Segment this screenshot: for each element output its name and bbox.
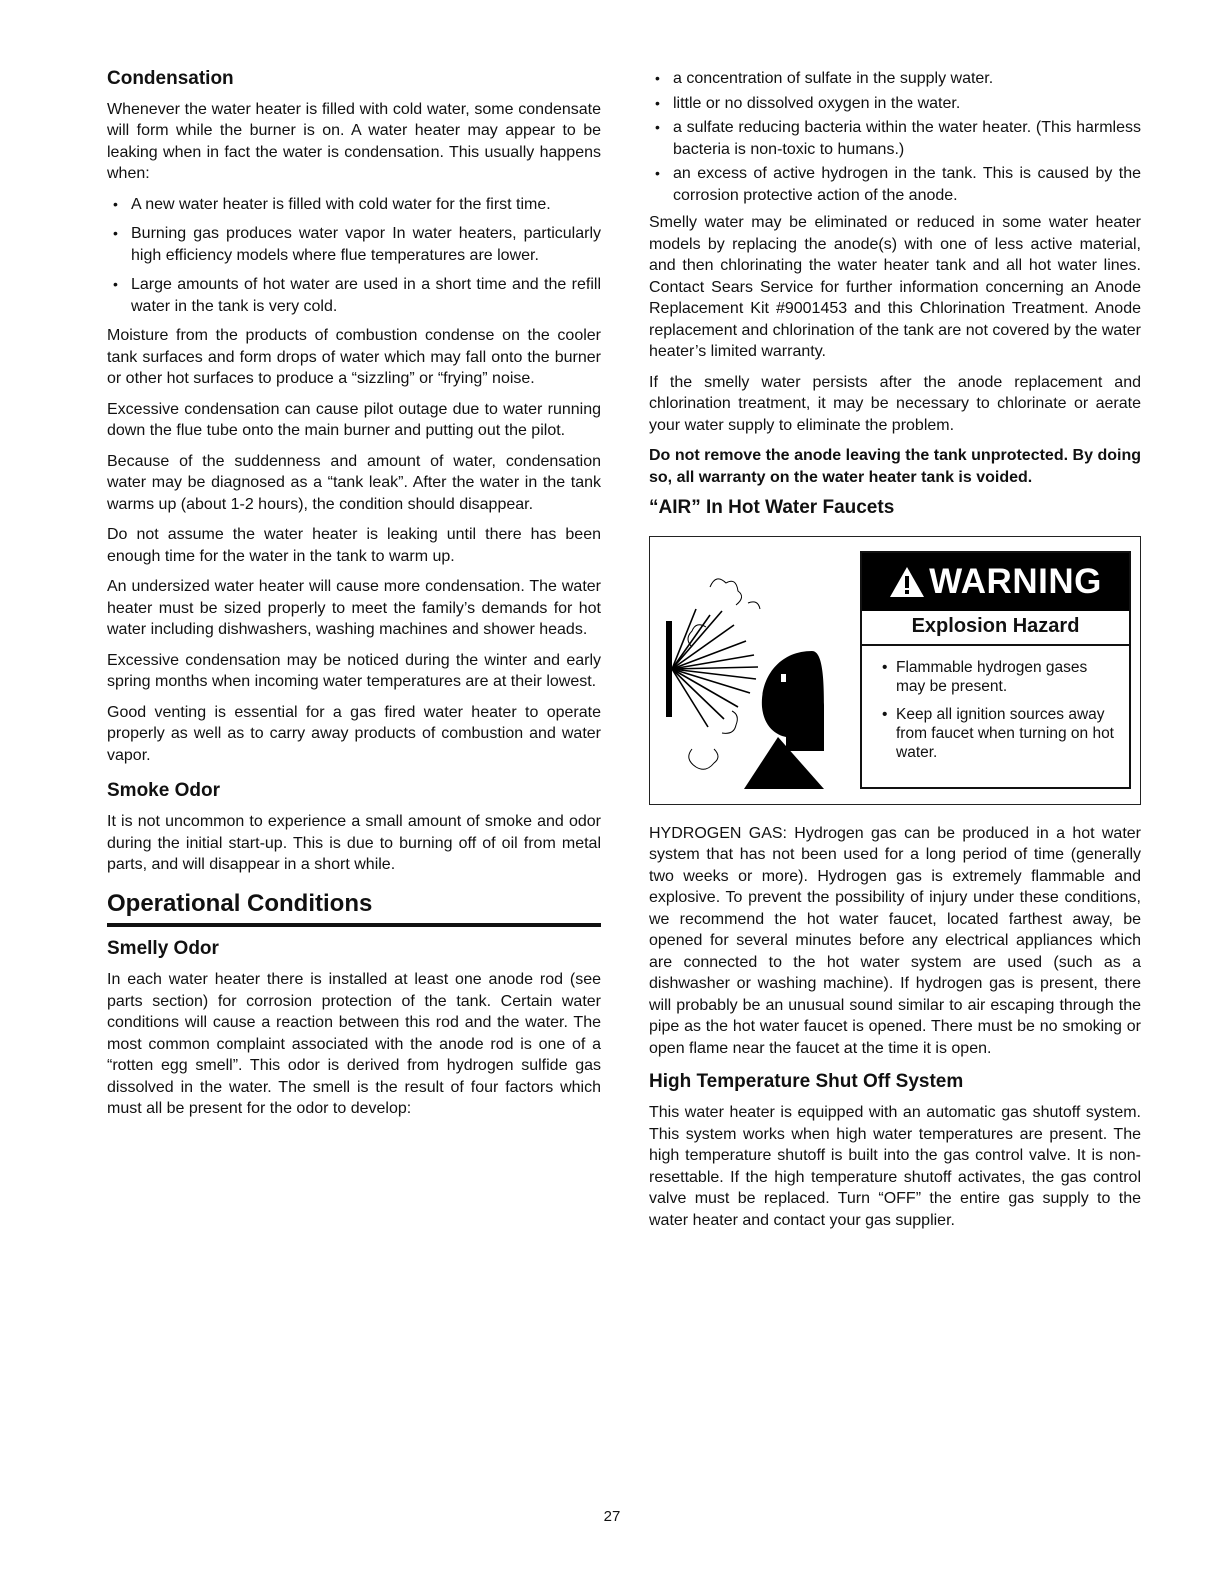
list-item: • A new water heater is filled with cold water for the first time. (107, 194, 601, 216)
warning-box (649, 536, 1141, 805)
wall-icon (666, 621, 672, 717)
smoke-odor-text: It is not uncommon to experience a small amount of smoke and odor during the initial start-up. This is due to burning off of oil from metal parts, and will disappear in a short while. (107, 813, 601, 874)
list-item: • Burning gas produces water vapor In water heaters, particularly high efficiency models where flue temperatures are lower. (107, 223, 601, 266)
list-item: • a concentration of sulfate in the supply water. (649, 68, 1141, 90)
condensation-paragraph: Moisture from the products of combustion condense on the cooler tank surfaces and form drops of water which may fall onto the burner or other hot surfaces to produce a “sizzling” or “frying” noise. (107, 327, 601, 388)
condensation-paragraph: Excessive condensation may be noticed during the winter and early spring months when incoming water temperatures are at their lowest. (107, 651, 601, 691)
right-column (649, 68, 1141, 1240)
warning-triangle-icon (889, 566, 925, 598)
hydrogen-gas-paragraph: HYDROGEN GAS: Hydrogen gas can be produced in a hot water system that has not been used for a long period of time (generally two weeks or more). Hydrogen gas is extremely flammable and explosive. To prevent the possibility of injury under these conditions, we recommend the hot water faucet, located farthest away, be opened for several minutes before any electrical appliances which are connected to the hot water system are used (such as a dishwasher or washing machine). If hydrogen gas is present, there will probably be an unusual sound similar to air escaping through the pipe as the hot water faucet is opened. There must be no smoking or open flame near the faucet at the time it is open. (649, 824, 1141, 1057)
warning-list (862, 646, 1129, 762)
smelly-odor-heading: Smelly Odor (107, 938, 219, 960)
warning-subtitle: Explosion Hazard (862, 611, 1129, 646)
smoke-odor-heading: Smoke Odor (107, 780, 220, 802)
list-item: • little or no dissolved oxygen in the water. (649, 93, 1141, 115)
left-column (107, 68, 601, 1129)
odor-factors-list (649, 68, 1141, 206)
air-faucets-heading: “AIR” In Hot Water Faucets (649, 497, 895, 518)
condensation-heading: Condensation (107, 68, 234, 89)
warning-panel (860, 551, 1131, 789)
explosion-burst-icon (672, 609, 758, 727)
shutoff-heading: High Temperature Shut Off System (649, 1071, 964, 1093)
condensation-bullet-list (107, 194, 601, 318)
condensation-paragraph: Good venting is essential for a gas fired water heater to operate properly as well as to carry away products of combustion and water vapor. (107, 703, 601, 764)
shutoff-paragraph: This water heater is equipped with an automatic gas shutoff system. This system works when high water temperatures are present. The high temperature shutoff is built into the gas control valve. It is non-resettable. If the high temperature shutoff activates, the gas control valve must be replaced. Turn “OFF” the entire gas supply to the water heater and contact your gas supplier. (649, 1104, 1141, 1229)
anode-warning-text: Do not remove the anode leaving the tank unprotected. By doing so, all warranty on the water heater tank is voided. (649, 447, 1141, 486)
condensation-paragraph: Because of the suddenness and amount of water, condensation water may be diagnosed as a “tank leak”. After the water in the tank warms up (about 1-2 hours), the condition should disappear. (107, 452, 601, 513)
smelly-odor-text: In each water heater there is installed at least one anode rod (see parts section) for corrosion protection of the tank. Certain water conditions will cause a reaction between this rod and the water. The most common complaint associated with the anode rod is one of a “rotten egg smell”. This odor is derived from hydrogen sulfide gas dissolved in the water. The smell is the result of four factors which must all be present for the odor to develop: (107, 971, 601, 1118)
smelly-water-paragraph: If the smelly water persists after the anode replacement and chlorination treatment, it may be necessary to chlorinate or aerate your water supply to eliminate the problem. (649, 373, 1141, 434)
explosion-hazard-illustration (662, 551, 862, 789)
list-item: • Large amounts of hot water are used in a short time and the refill water in the tank is very cold. (107, 274, 601, 317)
condensation-paragraph: Excessive condensation can cause pilot outage due to water running down the flue tube onto the main burner and putting out the pilot. (107, 400, 601, 440)
section-rule (107, 923, 601, 927)
warning-item: • Flammable hydrogen gases may be present. (882, 658, 1115, 696)
warning-banner-text: WARNING (929, 561, 1102, 601)
warning-banner (862, 553, 1129, 611)
smoke-cloud-icon (688, 579, 760, 769)
warning-item: • Keep all ignition sources away from faucet when turning on hot water. (882, 705, 1115, 762)
condensation-paragraph: An undersized water heater will cause more condensation. The water heater must be sized properly to meet the family’s demands for hot water including dishwashers, washing machines and shower heads. (107, 578, 601, 639)
person-silhouette-icon (744, 651, 824, 789)
operational-conditions-heading: Operational Conditions (107, 889, 373, 917)
list-item: • a sulfate reducing bacteria within the water heater. (This harmless bacteria is non-toxic to humans.) (649, 117, 1141, 160)
condensation-intro: Whenever the water heater is filled with cold water, some condensate will form while the burner is on. A water heater may appear to be leaking when in fact the water is condensation. This usually happens when: (107, 100, 601, 183)
condensation-paragraph: Do not assume the water heater is leaking until there has been enough time for the water in the tank to warm up. (107, 526, 601, 565)
smelly-water-paragraph: Smelly water may be eliminated or reduced in some water heater models by replacing the anode(s) with one of less active material, and then chlorinating the water heater tank and all hot water lines. Contact Sears Service for further information concerning an Anode Replacement Kit #9001453 and this Chlorination Treatment. Anode replacement and chlorination of the tank are not covered by the water heater’s limited warranty. (649, 214, 1141, 360)
list-item: • an excess of active hydrogen in the tank. This is caused by the corrosion protective action of the anode. (649, 163, 1141, 206)
page-number: 27 (603, 1508, 621, 1525)
